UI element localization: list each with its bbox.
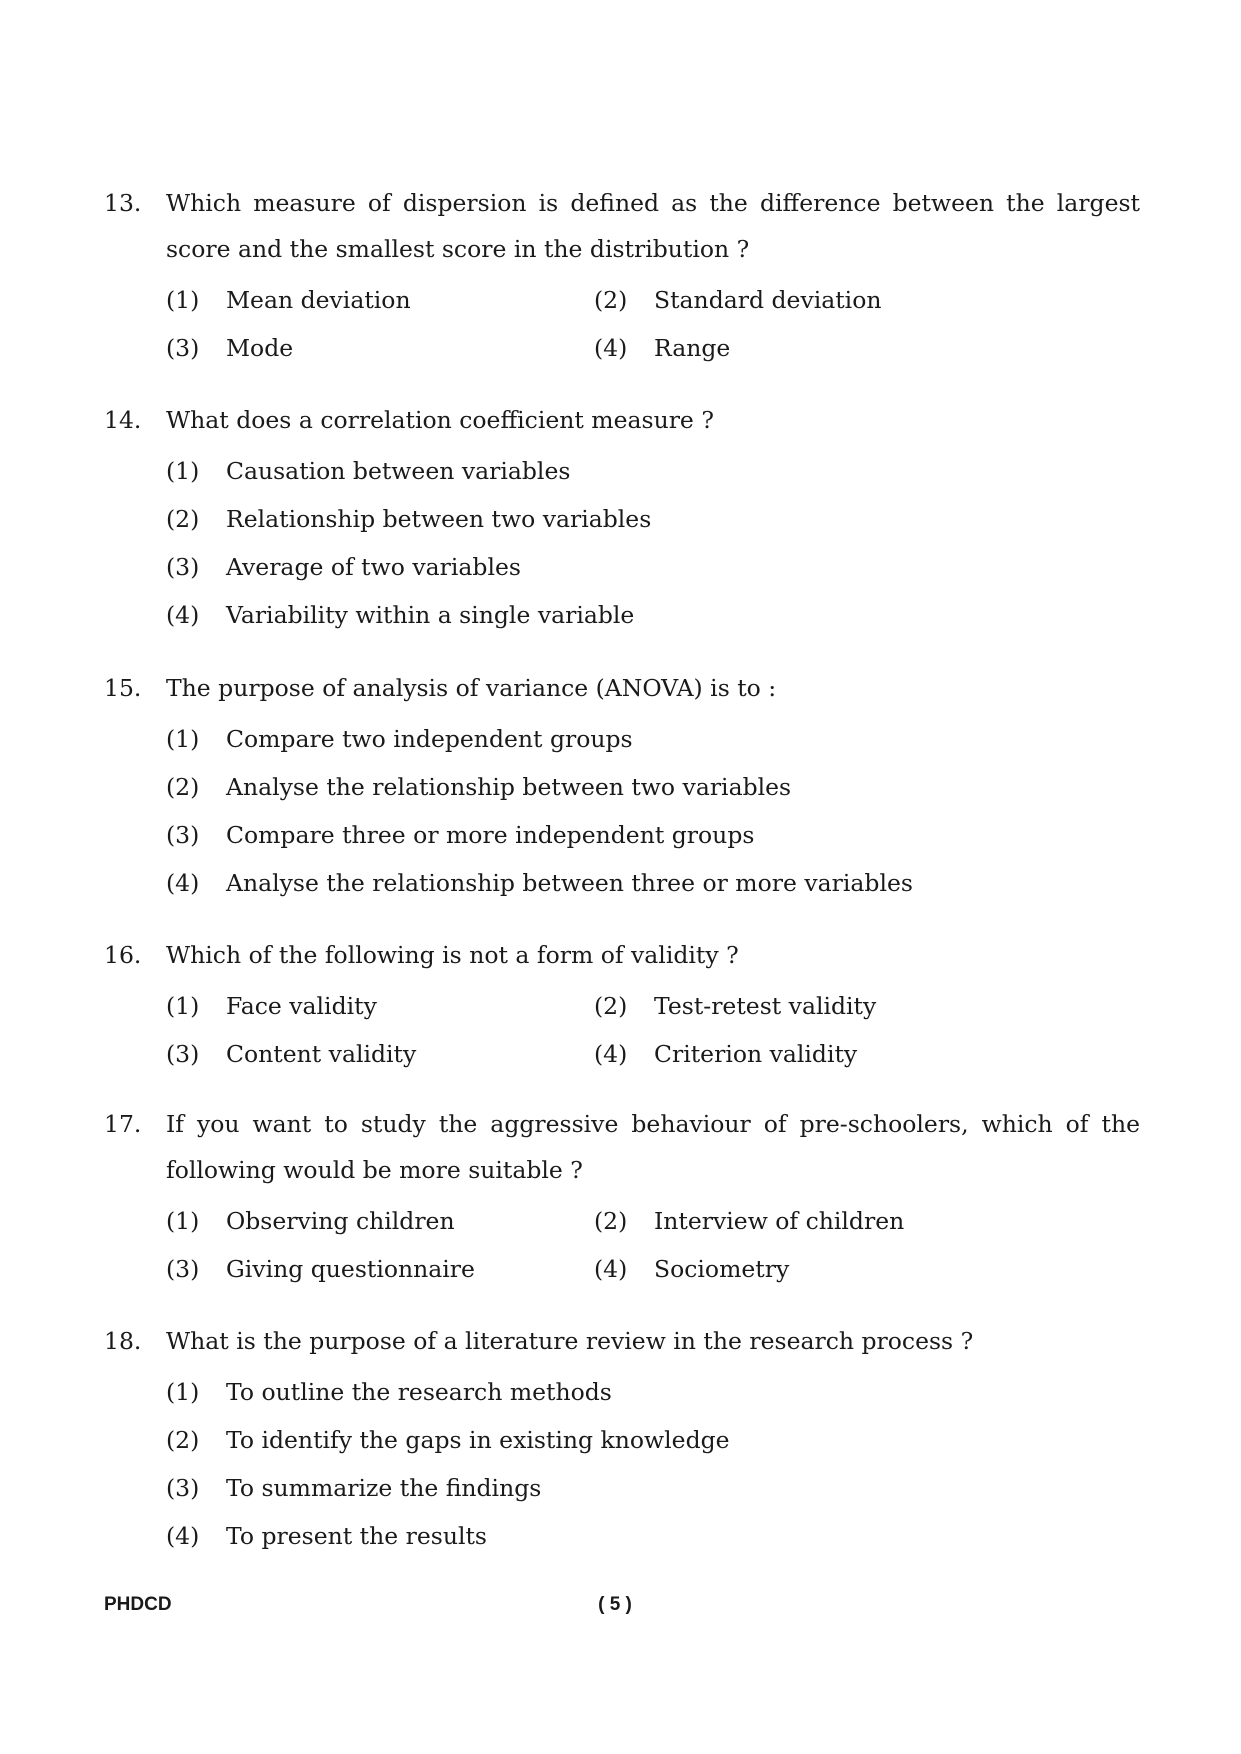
question-stem [104, 397, 1140, 443]
option-text: Giving questionnaire [226, 1255, 475, 1283]
option-2 [594, 286, 881, 314]
option-label: (1) [166, 1378, 200, 1406]
option-label: (3) [166, 553, 200, 581]
question-13 [104, 180, 1140, 372]
option-3 [166, 553, 521, 581]
option-3 [166, 1255, 594, 1283]
option-4 [594, 1255, 789, 1283]
question-text: Which measure of dispersion is defined as the difference between the largest score and the smallest score in the distribution ? [166, 189, 1140, 263]
option-text: Content validity [226, 1040, 417, 1068]
option-label: (1) [166, 1207, 200, 1235]
option-text: To outline the research methods [226, 1378, 612, 1406]
option-4 [166, 869, 913, 897]
option-label: (3) [166, 1255, 200, 1283]
option-1 [166, 457, 570, 485]
option-4 [166, 601, 634, 629]
option-label: (2) [166, 773, 200, 801]
option-label: (4) [594, 334, 628, 362]
option-2 [166, 773, 791, 801]
question-number: 18. [104, 1327, 142, 1355]
option-text: To summarize the findings [226, 1474, 542, 1502]
option-4 [594, 334, 730, 362]
option-label: (2) [594, 286, 628, 314]
option-label: (4) [594, 1255, 628, 1283]
question-number: 14. [104, 406, 142, 434]
option-label: (2) [166, 505, 200, 533]
question-text: Which of the following is not a form of validity ? [166, 941, 739, 969]
option-text: Criterion validity [654, 1040, 858, 1068]
option-label: (2) [594, 992, 628, 1020]
option-label: (4) [166, 869, 200, 897]
option-1 [166, 1207, 594, 1235]
option-text: Standard deviation [654, 286, 882, 314]
option-text: Observing children [226, 1207, 455, 1235]
question-stem [104, 665, 1140, 711]
option-label: (3) [166, 1040, 200, 1068]
option-text: Mode [226, 334, 294, 362]
option-text: Variability within a single variable [226, 601, 635, 629]
question-stem [104, 1318, 1140, 1364]
option-3 [166, 334, 594, 362]
question-16 [104, 932, 1140, 1078]
option-label: (4) [166, 601, 200, 629]
option-label: (4) [594, 1040, 628, 1068]
options-list [166, 1368, 1140, 1560]
option-label: (3) [166, 1474, 200, 1502]
question-17 [104, 1101, 1140, 1293]
option-text: Compare two independent groups [226, 725, 633, 753]
question-18 [104, 1318, 1140, 1560]
question-stem [104, 180, 1140, 272]
option-label: (1) [166, 286, 200, 314]
option-text: Interview of children [654, 1207, 905, 1235]
option-label: (1) [166, 725, 200, 753]
options-grid [166, 1197, 1140, 1293]
option-text: Mean deviation [226, 286, 411, 314]
question-14 [104, 397, 1140, 639]
question-stem [104, 1101, 1140, 1193]
option-2 [594, 1207, 904, 1235]
option-text: To present the results [226, 1522, 487, 1550]
option-text: Average of two variables [226, 553, 521, 581]
question-text: If you want to study the aggressive behaviour of pre-schoolers, which of the following would be more suitable ? [166, 1110, 1140, 1184]
question-stem [104, 932, 1140, 978]
option-2 [594, 992, 876, 1020]
option-1 [166, 286, 594, 314]
question-number: 16. [104, 941, 142, 969]
option-label: (3) [166, 821, 200, 849]
option-label: (1) [166, 992, 200, 1020]
option-text: Test-retest validity [654, 992, 877, 1020]
question-15 [104, 665, 1140, 907]
option-text: Range [654, 334, 731, 362]
option-4 [594, 1040, 857, 1068]
option-label: (1) [166, 457, 200, 485]
option-label: (2) [594, 1207, 628, 1235]
option-4 [166, 1522, 487, 1550]
option-text: Compare three or more independent groups [226, 821, 755, 849]
paper-code: PHDCD [104, 1594, 172, 1615]
option-1 [166, 992, 594, 1020]
option-label: (3) [166, 334, 200, 362]
option-3 [166, 1040, 594, 1068]
option-text: Face validity [226, 992, 377, 1020]
options-grid [166, 982, 1140, 1078]
question-text: What does a correlation coefficient measure ? [166, 406, 714, 434]
option-label: (2) [166, 1426, 200, 1454]
option-1 [166, 1378, 612, 1406]
option-text: Analyse the relationship between three or more variables [226, 869, 913, 897]
option-1 [166, 725, 633, 753]
question-number: 17. [104, 1110, 142, 1138]
option-3 [166, 821, 754, 849]
option-text: Sociometry [654, 1255, 790, 1283]
question-number: 15. [104, 674, 142, 702]
question-number: 13. [104, 189, 142, 217]
option-text: Causation between variables [226, 457, 571, 485]
options-list [166, 715, 1140, 907]
question-text: What is the purpose of a literature review in the research process ? [166, 1327, 974, 1355]
option-label: (4) [166, 1522, 200, 1550]
page-number: ( 5 ) [598, 1594, 632, 1615]
option-2 [166, 505, 651, 533]
options-list [166, 447, 1140, 639]
options-grid [166, 276, 1140, 372]
option-text: Analyse the relationship between two variables [226, 773, 792, 801]
question-text: The purpose of analysis of variance (ANOVA) is to : [166, 674, 777, 702]
option-3 [166, 1474, 541, 1502]
option-2 [166, 1426, 730, 1454]
option-text: Relationship between two variables [226, 505, 652, 533]
option-text: To identify the gaps in existing knowledge [226, 1426, 730, 1454]
